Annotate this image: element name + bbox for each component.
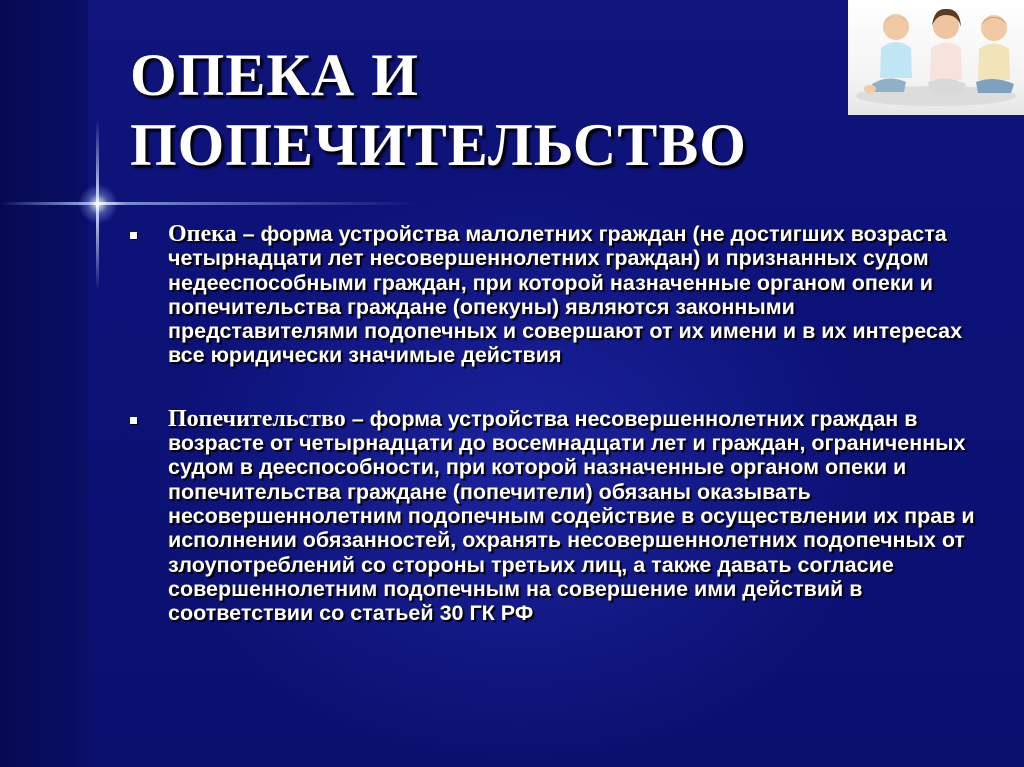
bullet-list [126,222,986,625]
bullet-term: Попечительство [168,405,346,432]
light-flare-glow [78,184,118,224]
left-dark-band [0,0,88,767]
bullet-text: – форма устройства несовершеннолетних граждан в возрасте от четырнадцати до восемнадцати лет и граждан, ограниченных судом в дееспособности, при которой назначенные органом опеки и попечительства граждане (попечители) обязаны оказывать несовершеннолетним подопечным содействие в осуществлении их прав и исполнении обязанностей, охранять несовершеннолетних подопечных от злоупотреблений со стороны третьих лиц, а также давать согласие совершеннолетним подопечным на совершение ими действий в соответствии со статьей 30 ГК РФ [168,406,975,626]
bullet-marker-icon [130,417,137,424]
bullet-trusteeship [126,407,986,626]
children-photo-illustration [848,0,1024,115]
bullet-text: – форма устройства малолетних граждан (не достигших возраста четырнадцати лет несовершеннолетних граждан) и признанных судом недееспособными граждан, при которой назначенные органом опеки и попечительства граждане (опекуны) являются законными представителями подопечных и совершают от их имени и в их интересах все юридически значимые действия [168,222,963,368]
children-photo [848,0,1024,115]
light-flare-horizontal [0,202,420,205]
bullet-term: Опека [168,221,237,247]
title-line-1: ОПЕКА И [130,42,419,108]
slide-title [130,40,830,180]
bullet-guardianship [126,222,986,368]
title-line-2: ПОПЕЧИТЕЛЬСТВО [130,112,747,178]
bullet-marker-icon [130,232,137,239]
